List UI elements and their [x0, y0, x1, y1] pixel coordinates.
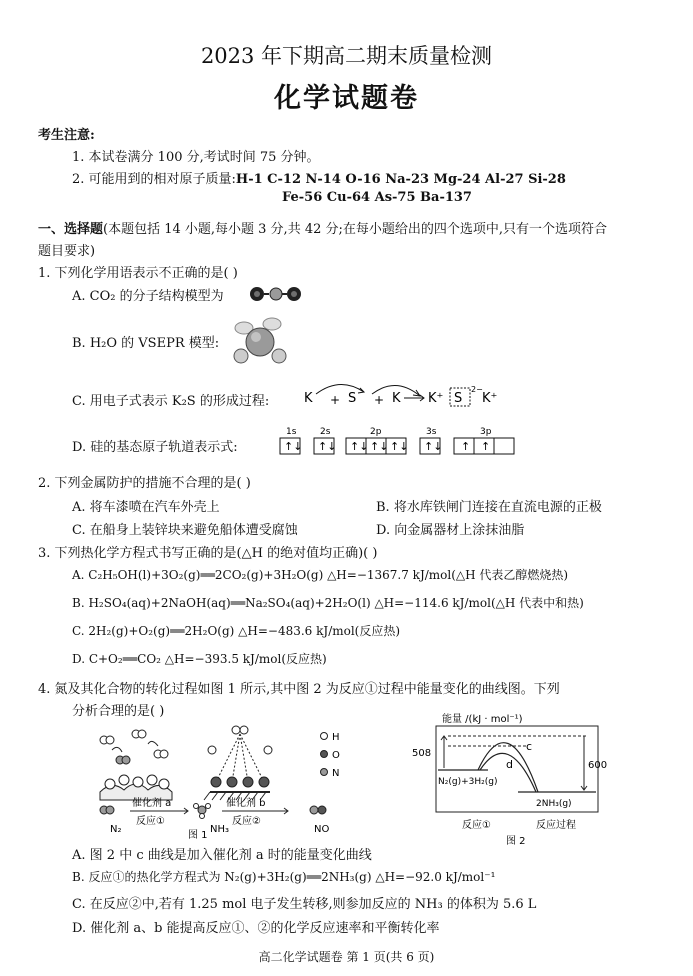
plus-1: + [330, 393, 341, 407]
notes-line2-masses: H-1 C-12 N-14 O-16 Na-23 Mg-24 Al-27 Si-28 [235, 172, 566, 187]
up-down-arrows-icon: ↑↓ [424, 440, 443, 453]
reaction-2-label: 反应② [232, 816, 261, 827]
q4-stem-1: 4. 氮及其化合物的转化过程如图 1 所示,其中图 2 为反应①过程中能量变化的曲线图。下列 [38, 682, 560, 697]
legend-n: N [332, 768, 340, 779]
product-k-left: K⁺ [428, 391, 444, 406]
orbital-label-2p: 2p [370, 427, 382, 437]
k-left-label: K [304, 391, 313, 406]
h2o-vsepr-model-icon [230, 312, 294, 374]
q4-stem-2: 分析合理的是( ) [72, 704, 165, 719]
plus-2: + [374, 393, 385, 407]
page-footer: 高二化学试题卷 第 1 页(共 6 页) [258, 950, 435, 964]
product-charge: 2− [471, 385, 483, 394]
orbital-label-3p: 3p [480, 427, 492, 437]
q4-option-d: D. 催化剂 a、b 能提高反应①、②的化学反应速率和平衡转化率 [72, 921, 440, 936]
curve-c-label: c [526, 740, 533, 753]
orbital-1s [280, 427, 302, 454]
figure-2-ylabel: 能量 /(kJ · mol⁻¹) [442, 714, 523, 725]
q2-stem: 2. 下列金属防护的措施不合理的是( ) [38, 476, 251, 491]
co2-model-icon [248, 285, 304, 303]
q2-option-c: C. 在船身上装锌块来避免船体遭受腐蚀 [72, 523, 298, 538]
n2-label: N₂ [110, 824, 122, 835]
q1-option-a: A. CO₂ 的分子结构模型为 [72, 289, 224, 304]
section1-line1 [38, 218, 607, 237]
section1-desc1: (本题包括 14 小题,每小题 3 分,共 42 分;在每小题给出的四个选项中,只有一个选项符合 [103, 222, 608, 237]
up-down-arrows-icon: ↑↓ [318, 440, 337, 453]
notes-line3-masses: Fe-56 Cu-64 As-75 Ba-137 [282, 190, 472, 205]
q3-option-b: B. H₂SO₄(aq)+2NaOH(aq)══Na₂SO₄(aq)+2H₂O(l) △H=−114.6 kJ/mol(△H 代表中和热) [72, 596, 584, 610]
q1-option-b: B. H₂O 的 VSEPR 模型: [72, 336, 220, 351]
section1-heading: 一、选择题 [38, 222, 104, 237]
nh3-label: NH₃ [210, 824, 230, 835]
catalyst-b-label: 催化剂 b [226, 798, 266, 809]
k-right-label: K [392, 391, 401, 406]
x-label-reaction: 反应① [462, 820, 491, 831]
q3-option-a: A. C₂H₅OH(l)+3O₂(g)══2CO₂(g)+3H₂O(g) △H=−1367.7 kJ/mol(△H 代表乙醇燃烧热) [72, 568, 569, 582]
figure-1-legend [321, 732, 341, 779]
section1-desc2: 题目要求) [38, 244, 96, 259]
orbital-2p [346, 427, 408, 454]
value-508: 508 [412, 748, 432, 759]
product-s: S [454, 391, 463, 406]
q4-option-c: C. 在反应②中,若有 1.25 mol 电子发生转移,则参加反应的 NH₃ 的体积为 5.6 L [72, 897, 537, 912]
si-orbital-diagram [276, 424, 526, 460]
up-down-arrows-icon: ↑↓ [350, 440, 369, 453]
k2s-formation-diagram [300, 376, 500, 414]
up-arrow-icon: ↑ [461, 440, 471, 453]
orbital-label-3s: 3s [426, 427, 437, 437]
up-down-arrows-icon: ↑↓ [370, 440, 389, 453]
catalyst-a-surface [100, 730, 172, 800]
q4-option-b: B. 反应①的热化学方程式为 N₂(g)+3H₂(g)══2NH₃(g) △H=−92.0 kJ/mol⁻¹ [72, 870, 496, 884]
figure-2-energy-diagram [408, 710, 608, 850]
q3-option-c: C. 2H₂(g)+O₂(g)══2H₂O(g) △H=−483.6 kJ/mol(反应热) [72, 624, 401, 638]
q2-option-b: B. 将水库铁闸门连接在直流电源的正极 [376, 500, 602, 515]
up-arrow-icon: ↑ [481, 440, 491, 453]
no-label: NO [314, 824, 330, 835]
notes-heading: 考生注意: [38, 128, 95, 143]
q1-stem: 1. 下列化学用语表示不正确的是( ) [38, 266, 238, 281]
orbital-label-1s: 1s [286, 427, 297, 437]
exam-title: 2023 年下期高二期末质量检测 [200, 44, 493, 68]
q2-option-a: A. 将车漆喷在汽车外壳上 [72, 500, 220, 515]
q1-option-d: D. 硅的基态原子轨道表示式: [72, 440, 238, 455]
notes-line1: 1. 本试卷满分 100 分,考试时间 75 分钟。 [72, 150, 320, 165]
legend-h: H [332, 732, 340, 743]
x-label-process: 反应过程 [536, 820, 576, 831]
orbital-label-2s: 2s [320, 427, 331, 437]
product-label: 2NH₃(g) [536, 799, 572, 809]
value-600: 600 [588, 760, 608, 771]
legend-o: O [332, 750, 340, 761]
q4-option-a: A. 图 2 中 c 曲线是加入催化剂 a 时的能量变化曲线 [72, 848, 372, 863]
figure-1-catalysis-diagram [92, 720, 362, 840]
reactants-label: N₂(g)+3H₂(g) [438, 777, 498, 787]
curve-d-label: d [506, 758, 513, 771]
exam-subtitle: 化学试题卷 [274, 83, 419, 114]
orbital-3p [454, 427, 514, 454]
q2-option-d: D. 向金属器材上涂抹油脂 [376, 523, 525, 538]
orbital-3s [420, 427, 442, 454]
notes-line2-prefix: 2. 可能用到的相对原子质量: [72, 172, 236, 187]
catalyst-a-label: 催化剂 a [132, 798, 172, 809]
orbital-2s [314, 427, 336, 454]
notes-line2 [72, 168, 566, 187]
catalyst-b-surface [204, 726, 272, 800]
q1-option-c: C. 用电子式表示 K₂S 的形成过程: [72, 394, 270, 409]
s-label: S [348, 391, 357, 406]
reaction-1-label: 反应① [136, 816, 165, 827]
up-down-arrows-icon: ↑↓ [390, 440, 409, 453]
q3-stem: 3. 下列热化学方程式书写正确的是(△H 的绝对值均正确)( ) [38, 546, 378, 561]
figure-2-caption: 图 2 [506, 836, 526, 847]
product-k-right: K⁺ [482, 391, 498, 406]
up-down-arrows-icon: ↑↓ [284, 440, 303, 453]
q3-option-d: D. C+O₂══CO₂ △H=−393.5 kJ/mol(反应热) [72, 652, 327, 666]
figure-1-caption: 图 1 [188, 830, 208, 840]
